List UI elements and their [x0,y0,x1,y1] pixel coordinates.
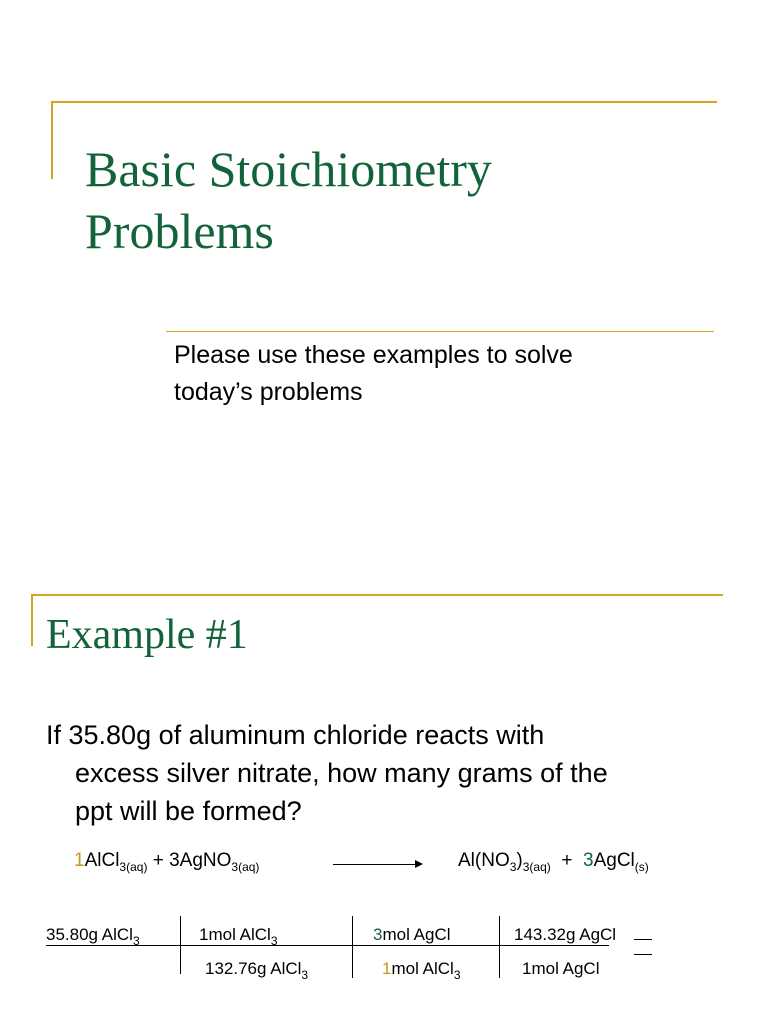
mole-ratio-top [373,925,451,945]
equation-reactants [74,850,259,874]
product-alno3: Al(NO [458,850,510,871]
table-divider-2 [352,916,353,978]
problem-line-2: excess silver nitrate, how many grams of the [75,758,608,788]
table-divider-3 [499,916,500,978]
slide-title [85,138,492,262]
given-mass-sub: 3 [132,934,140,948]
mole-ratio-coef-3: 3 [373,925,383,944]
mole-ratio-coef-1: 1 [382,959,392,978]
molar-mass-agcl-top: 143.32g AgCl [514,925,617,944]
mole-ratio-agcl-text: mol AgCl [382,925,451,944]
problem-line-3: ppt will be formed? [75,796,302,826]
coefficient-1: 1 [74,850,85,871]
given-mass-cell [46,925,140,948]
table-divider-1 [180,916,181,974]
molar-mass-agcl-bottom: 1mol AgCl [522,959,600,978]
problem-line-1: If 35.80g of aluminum chloride reacts with [46,720,545,750]
reactant-alcl3-sub: 3(aq) [119,860,148,874]
problem-text [46,716,608,830]
table-underline-mark-2 [634,954,652,955]
title-left-rule [51,101,53,179]
product-alno3-sub1: 3 [509,860,517,874]
reactant-agno3: + 3AgNO [152,850,232,871]
subtitle-rule [166,331,714,332]
given-mass-text: 35.80g AlCl [46,925,133,944]
mole-ratio-alcl3-text: mol AlCl [391,959,454,978]
product-agcl: AgCl [593,850,635,871]
title-top-rule [51,101,717,103]
mole-ratio-alcl3-sub: 3 [453,968,461,982]
product-alno3-sub2: 3(aq) [522,860,551,874]
slide-title-line-2: Problems [85,203,274,259]
molar-ratio-1-bottom [205,959,308,982]
equation-products [458,850,649,874]
reaction-arrow [333,864,421,865]
molar-mass-alcl3-text: 132.76g AlCl [205,959,302,978]
coefficient-3: 3 [583,850,594,871]
subtitle-line-2: today’s problems [174,378,363,406]
subtitle-line-1: Please use these examples to solve [174,341,573,369]
example-title: Example #1 [46,612,248,658]
molar-ratio-1-top [199,925,278,948]
example-left-rule [31,594,33,646]
product-agcl-sub: (s) [634,860,649,874]
slide-2 [0,512,768,1024]
molar-mass-alcl3-sub: 3 [301,968,309,982]
reactant-agno3-sub: 3(aq) [231,860,260,874]
slide-title-line-1: Basic Stoichiometry [85,141,492,197]
plus-sign: + [561,850,573,871]
mol-alcl3-text: 1mol AlCl [199,925,271,944]
product-alno3-paren: ) [516,850,523,871]
mol-alcl3-sub: 3 [270,934,278,948]
mole-ratio-bottom [382,959,461,982]
example-top-rule [31,594,723,596]
slide-subtitle [174,337,573,411]
table-underline-mark-1 [634,939,652,940]
reactant-alcl3: AlCl [84,850,120,871]
